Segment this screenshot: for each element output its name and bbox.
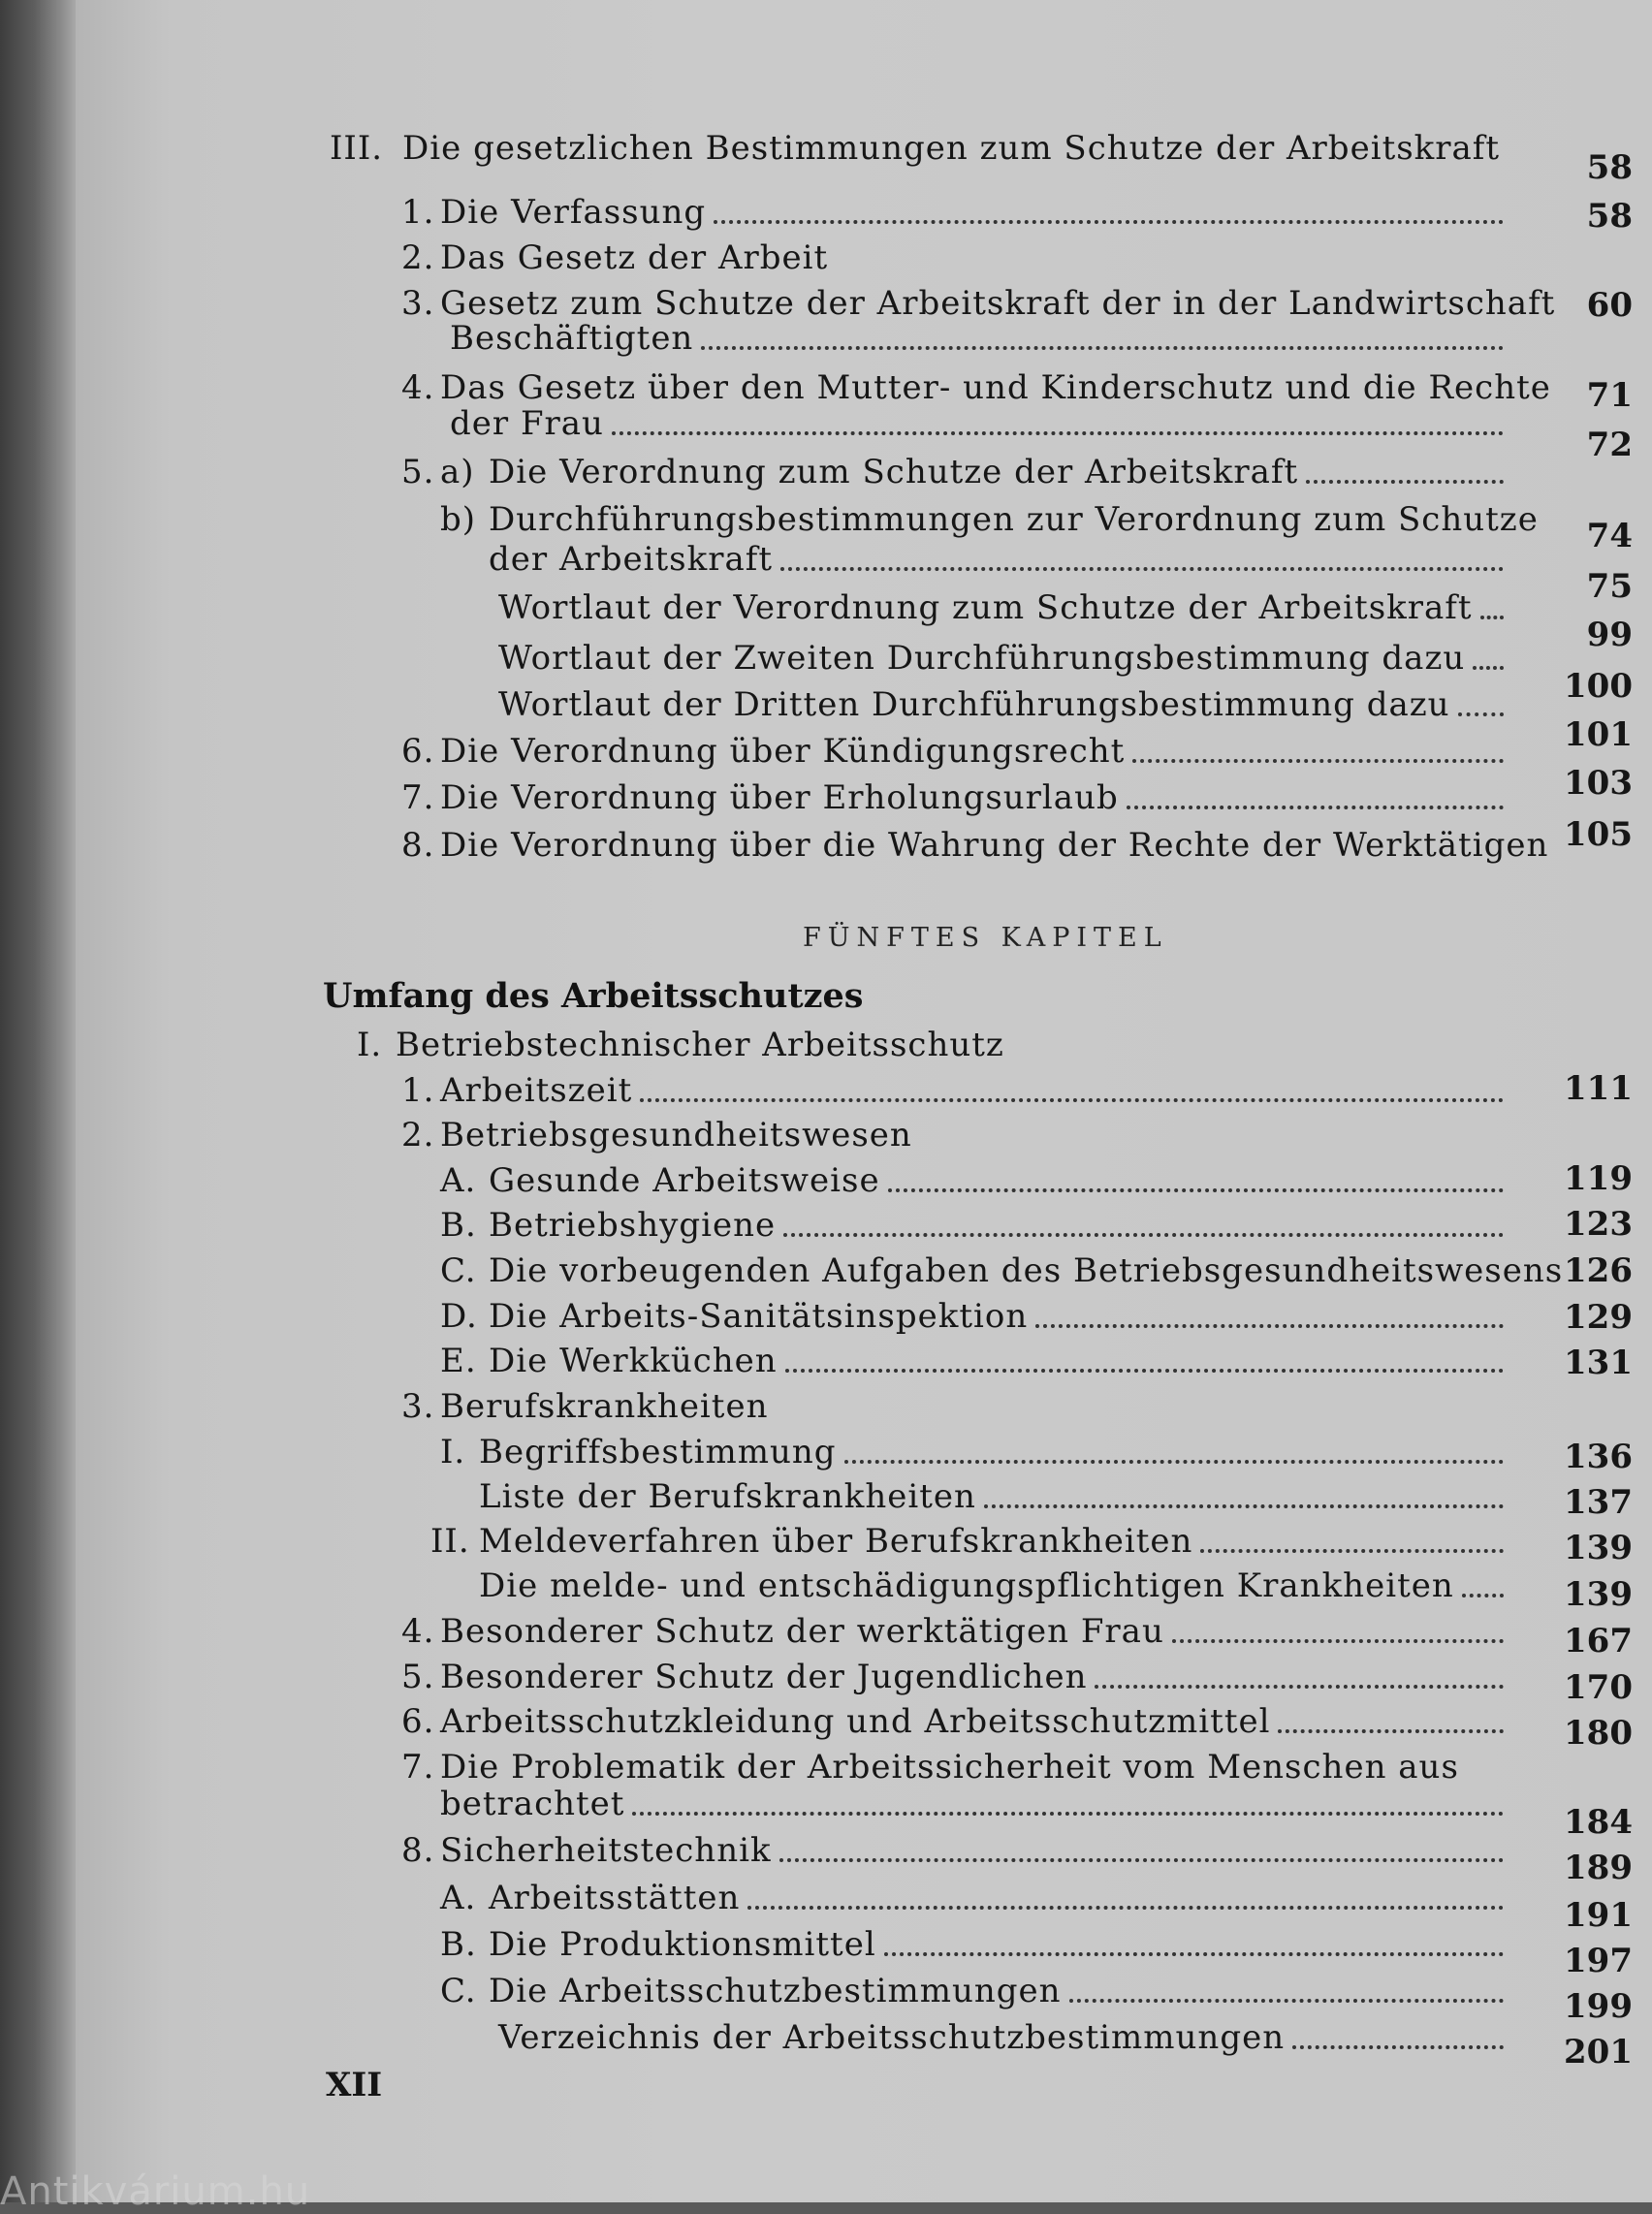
chapter-label: FÜNFTES KAPITEL — [803, 923, 1168, 953]
toc-entry[interactable] — [498, 682, 1511, 727]
toc-number: 6. — [401, 732, 435, 771]
toc-heading — [401, 1384, 769, 1429]
toc-entry[interactable] — [401, 1828, 1511, 1873]
toc-leader-dots — [984, 1504, 1504, 1508]
toc-page-number: 60 — [1586, 286, 1633, 325]
toc-entry[interactable] — [401, 729, 1511, 774]
toc-page-number: 103 — [1564, 764, 1633, 803]
toc-leader-dots — [785, 1369, 1504, 1373]
toc-text: Arbeitsschutzkleidung und Arbeitsschutzmittel — [440, 1702, 1271, 1741]
toc-text: Die Verordnung zum Schutze der Arbeitskraft — [489, 453, 1299, 491]
toc-leader-dots — [1069, 1999, 1504, 2003]
toc-text: Die Problematik der Arbeitssicherheit vom Menschen aus — [440, 1748, 1459, 1787]
toc-number: 3. — [401, 1387, 435, 1426]
toc-leader-dots — [844, 1460, 1504, 1464]
toc-number: A. — [440, 1879, 477, 1917]
chapter-title: Umfang des Arbeitsschutzes — [323, 976, 864, 1016]
toc-number: 7. — [401, 778, 435, 817]
toc-page-number: 119 — [1564, 1159, 1633, 1198]
toc-text: Das Gesetz der Arbeit — [440, 238, 829, 277]
toc-page-number: 139 — [1564, 1575, 1633, 1614]
toc-leader-dots — [1458, 712, 1504, 716]
toc-leader-dots — [1127, 806, 1504, 809]
toc-page-number: 167 — [1564, 1622, 1633, 1660]
toc-leader-dots — [1473, 666, 1504, 670]
toc-entry[interactable] — [401, 190, 1511, 235]
toc-heading — [401, 1113, 912, 1157]
toc-text: Betriebshygiene — [489, 1206, 777, 1245]
toc-text: Verzeichnis der Arbeitsschutzbestimmungen — [498, 2018, 1286, 2057]
toc-text: Die Verordnung über Erholungsurlaub — [440, 778, 1119, 817]
toc-page-number: 58 — [1586, 148, 1633, 187]
table-of-contents — [76, 0, 1652, 2202]
toc-leader-dots — [1306, 480, 1504, 484]
toc-number: C. — [440, 1251, 477, 1290]
toc-text: Die Werkküchen — [489, 1342, 778, 1380]
toc-number: B. — [440, 1206, 477, 1245]
toc-subletter: a) — [440, 453, 475, 491]
toc-entry-continued — [489, 537, 1511, 582]
book-spine-edge — [0, 0, 76, 2202]
toc-number: 5. — [401, 1658, 435, 1696]
toc-number: 6. — [401, 1702, 435, 1741]
toc-entry-continued — [450, 401, 1511, 446]
toc-number: D. — [440, 1297, 478, 1336]
toc-entry[interactable] — [498, 636, 1511, 680]
toc-page-number: 100 — [1564, 667, 1633, 706]
toc-leader-dots — [888, 1188, 1504, 1192]
toc-text: Wortlaut der Dritten Durchführungsbestimmung dazu — [498, 685, 1450, 724]
toc-leader-dots — [640, 1098, 1504, 1102]
toc-number: 2. — [401, 238, 435, 277]
toc-page-number: 101 — [1564, 715, 1633, 754]
toc-leader-dots — [1132, 759, 1504, 763]
toc-entry[interactable] — [401, 1068, 1511, 1113]
toc-page-number: 126 — [1564, 1251, 1633, 1290]
toc-page-number: 189 — [1564, 1849, 1633, 1887]
toc-text: Berufskrankheiten — [440, 1387, 769, 1426]
toc-leader-dots — [1035, 1324, 1504, 1328]
toc-page-number: 136 — [1564, 1438, 1633, 1476]
toc-text: Begriffsbestimmung — [479, 1433, 837, 1471]
toc-leader-dots — [747, 1906, 1504, 1910]
toc-entry[interactable] — [440, 1876, 1511, 1920]
toc-subletter: b) — [440, 500, 477, 539]
toc-number: I. — [440, 1433, 466, 1471]
toc-text: Wortlaut der Verordnung zum Schutze der Arbeitskraft — [498, 588, 1473, 627]
watermark: Antikvárium.hu — [0, 2169, 311, 2214]
toc-text: Arbeitsstätten — [489, 1879, 741, 1917]
toc-entry[interactable] — [401, 1609, 1511, 1654]
toc-page-number: 184 — [1564, 1803, 1633, 1842]
toc-page-number: 75 — [1586, 567, 1633, 606]
toc-entry[interactable] — [430, 1519, 1511, 1564]
toc-text: Die Arbeitsschutzbestimmungen — [489, 1972, 1062, 2010]
toc-entry[interactable] — [498, 2015, 1511, 2060]
toc-text: Die Verordnung über Kündigungsrecht — [440, 732, 1126, 771]
toc-page-number: 129 — [1564, 1298, 1633, 1337]
toc-page-number: 123 — [1564, 1205, 1633, 1244]
toc-entry[interactable] — [479, 1564, 1511, 1608]
toc-entry[interactable] — [401, 823, 1548, 868]
toc-text: Beschäftigten — [450, 319, 694, 358]
toc-leader-dots — [779, 1858, 1504, 1862]
toc-text: Die vorbeugenden Aufgaben des Betriebsgesundheitswesens — [489, 1251, 1564, 1290]
toc-page-number: 197 — [1564, 1942, 1633, 1980]
toc-number: 7. — [401, 1748, 435, 1787]
toc-entry[interactable] — [498, 585, 1511, 630]
toc-text: Arbeitszeit — [440, 1071, 633, 1110]
toc-page-number: 105 — [1564, 815, 1633, 854]
toc-entry[interactable] — [401, 1655, 1511, 1699]
toc-entry[interactable] — [479, 1474, 1511, 1519]
toc-leader-dots — [1172, 1639, 1504, 1643]
toc-number: II. — [430, 1522, 470, 1561]
toc-text: Besonderer Schutz der werktätigen Frau — [440, 1612, 1164, 1651]
toc-text: Sicherheitstechnik — [440, 1831, 772, 1870]
toc-number: 8. — [401, 826, 435, 865]
toc-leader-dots — [783, 1233, 1504, 1237]
toc-page-number: 74 — [1586, 517, 1633, 555]
toc-leader-dots — [1278, 1729, 1504, 1733]
toc-text: Durchführungsbestimmungen zur Verordnung zum Schutze — [489, 500, 1539, 539]
toc-leader-dots — [1292, 2045, 1504, 2049]
toc-number: B. — [440, 1925, 477, 1964]
toc-entry[interactable] — [440, 1430, 1511, 1474]
toc-number: A. — [440, 1161, 477, 1200]
toc-entry[interactable] — [401, 775, 1511, 820]
toc-page-number: 137 — [1564, 1483, 1633, 1522]
toc-leader-dots — [1095, 1685, 1504, 1689]
toc-number: 4. — [401, 368, 435, 407]
toc-entry[interactable] — [440, 497, 1539, 542]
toc-text: Liste der Berufskrankheiten — [479, 1477, 976, 1516]
toc-number: E. — [440, 1342, 477, 1380]
toc-leader-dots — [1462, 1594, 1504, 1597]
toc-number: I. — [357, 1026, 383, 1064]
toc-text: Gesetz zum Schutze der Arbeitskraft der in der Landwirtschaft — [440, 284, 1556, 323]
toc-page-number: 99 — [1586, 616, 1633, 654]
toc-number: 1. — [401, 1071, 435, 1110]
toc-entry[interactable] — [440, 1294, 1511, 1339]
toc-page-number: 201 — [1564, 2033, 1633, 2072]
toc-entry[interactable] — [401, 236, 925, 280]
toc-number: C. — [440, 1972, 477, 2010]
toc-leader-dots — [1200, 1549, 1504, 1553]
toc-entry[interactable] — [440, 1339, 1511, 1383]
toc-leader-dots — [612, 431, 1504, 435]
toc-number: 4. — [401, 1612, 435, 1651]
toc-page-number: 58 — [1586, 197, 1633, 236]
toc-text: Betriebsgesundheitswesen — [440, 1116, 912, 1154]
toc-text: Gesunde Arbeitsweise — [489, 1161, 880, 1200]
toc-entry-continued — [440, 1782, 1511, 1826]
toc-page-number: 139 — [1564, 1529, 1633, 1567]
toc-number: III. — [330, 129, 384, 168]
toc-text: Die Arbeits-Sanitätsinspektion — [489, 1297, 1029, 1336]
toc-text: Die gesetzlichen Bestimmungen zum Schutze der Arbeitskraft — [402, 129, 1501, 168]
toc-page-number: 180 — [1564, 1714, 1633, 1753]
toc-text: Die melde- und entschädigungspflichtigen Krankheiten — [479, 1566, 1454, 1605]
toc-text: Betriebstechnischer Arbeitsschutz — [396, 1026, 1004, 1064]
toc-leader-dots — [780, 567, 1504, 571]
toc-text: Wortlaut der Zweiten Durchführungsbestimmung dazu — [498, 639, 1466, 678]
toc-entry[interactable] — [440, 1969, 1511, 2013]
toc-number: 8. — [401, 1831, 435, 1870]
toc-text: Die Produktionsmittel — [489, 1925, 876, 1964]
toc-text: Die Verfassung — [440, 193, 707, 232]
toc-page-number: 131 — [1564, 1344, 1633, 1382]
toc-heading-section-3 — [330, 126, 1500, 171]
toc-page-number: 111 — [1564, 1069, 1633, 1108]
toc-leader-dots — [632, 1812, 1504, 1816]
toc-text: der Arbeitskraft — [489, 540, 773, 579]
toc-leader-dots — [1480, 616, 1504, 619]
toc-entry[interactable] — [401, 1699, 1511, 1744]
toc-entry[interactable] — [440, 1158, 1511, 1203]
toc-page-number: 199 — [1564, 1987, 1633, 2026]
toc-text: der Frau — [450, 404, 604, 443]
toc-entry[interactable] — [401, 450, 1511, 494]
toc-entry[interactable] — [440, 1249, 1563, 1293]
toc-leader-dots — [714, 220, 1504, 224]
toc-entry[interactable] — [440, 1203, 1511, 1248]
toc-text: Die Verordnung über die Wahrung der Rechte der Werktätigen — [440, 826, 1549, 865]
book-page — [76, 0, 1652, 2202]
page-folio: XII — [326, 2066, 383, 2104]
toc-page-number: 72 — [1586, 426, 1633, 464]
toc-leader-dots — [884, 1952, 1504, 1956]
toc-number: 3. — [401, 284, 435, 323]
toc-text: Das Gesetz über den Mutter- und Kinderschutz und die Rechte — [440, 368, 1551, 407]
toc-text: Besonderer Schutz der Jugendlichen — [440, 1658, 1088, 1696]
toc-number: 2. — [401, 1116, 435, 1154]
toc-entry[interactable] — [440, 1922, 1511, 1967]
toc-text: betrachtet — [440, 1785, 625, 1823]
toc-text: Meldeverfahren über Berufskrankheiten — [479, 1522, 1193, 1561]
toc-number: 5. — [401, 453, 435, 491]
toc-entry-continued — [450, 316, 1511, 361]
toc-page-number: 71 — [1586, 376, 1633, 415]
toc-page-number: 191 — [1564, 1896, 1633, 1935]
toc-heading — [357, 1023, 1004, 1067]
toc-leader-dots — [701, 346, 1504, 350]
toc-number: 1. — [401, 193, 435, 232]
toc-page-number: 170 — [1564, 1668, 1633, 1707]
